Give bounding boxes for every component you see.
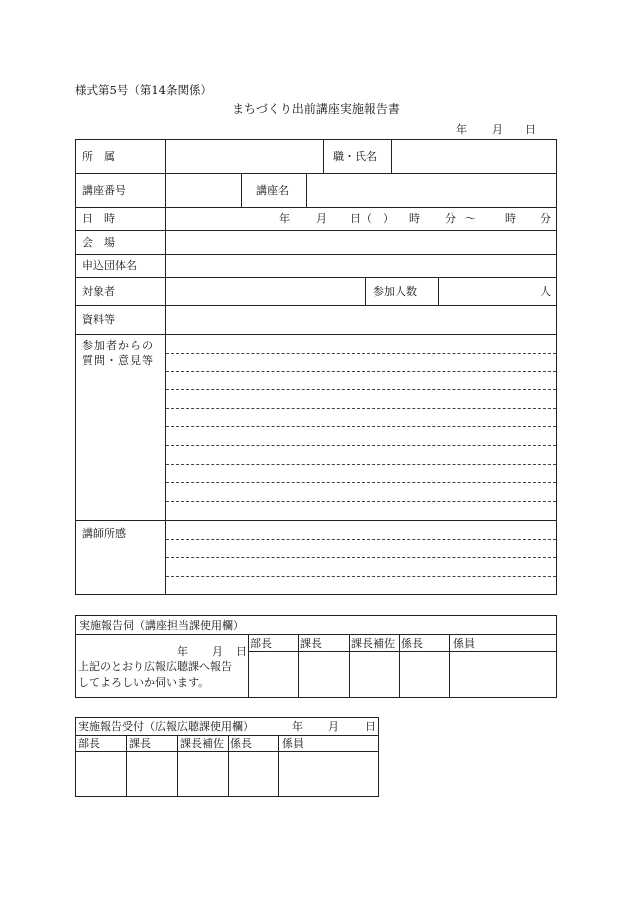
- report-inquiry-month: 月: [212, 645, 223, 658]
- applicant-group-label: 申込団体名: [82, 259, 137, 272]
- venue-label: 会 場: [82, 236, 115, 249]
- report-inquiry-message-line2: してよろしいか伺います。: [78, 676, 210, 689]
- datetime-label: 日 時: [82, 212, 115, 225]
- datetime-hour2: 時: [505, 212, 516, 225]
- instructor-impressions-label: 講師所感: [82, 527, 126, 540]
- receipt-stamp-kachohosa: 課長補佐: [180, 737, 224, 750]
- participants-field[interactable]: [439, 278, 535, 304]
- inquiry-stamp-box-kakariin[interactable]: [450, 652, 556, 697]
- report-receipt-year: 年: [292, 720, 303, 733]
- receipt-stamp-kakariin: 係員: [282, 737, 304, 750]
- inquiry-stamp-kakariin: 係員: [453, 637, 475, 650]
- report-inquiry-title: 実施報告伺（講座担当課使用欄）: [79, 619, 244, 632]
- header-date-day: 日: [525, 123, 536, 136]
- datetime-year: 年: [279, 212, 290, 225]
- inquiry-stamp-kakaricho: 係長: [401, 637, 423, 650]
- receipt-stamp-box-bucho[interactable]: [76, 752, 125, 796]
- datetime-day: 日（ ）: [350, 212, 394, 225]
- report-receipt-title: 実施報告受付（広報広聴課使用欄）: [78, 720, 254, 733]
- header-date-year: 年: [456, 123, 467, 136]
- receipt-stamp-box-kacho[interactable]: [127, 752, 176, 796]
- inquiry-stamp-bucho: 部長: [250, 637, 272, 650]
- datetime-hour1: 時: [409, 212, 420, 225]
- target-audience-field[interactable]: [166, 278, 364, 304]
- inquiry-stamp-kachohosa: 課長補佐: [351, 637, 395, 650]
- target-audience-label: 対象者: [82, 285, 115, 298]
- report-inquiry-message-line1: 上記のとおり広報広聴課へ報告: [78, 660, 232, 673]
- receipt-stamp-box-kakariin[interactable]: [279, 752, 378, 796]
- receipt-stamp-bucho: 部長: [78, 737, 100, 750]
- materials-field[interactable]: [166, 306, 556, 333]
- course-name-field[interactable]: [307, 174, 556, 206]
- course-number-label: 講座番号: [82, 184, 126, 197]
- header-date-month: 月: [492, 123, 503, 136]
- course-number-field[interactable]: [166, 174, 240, 206]
- datetime-minute1: 分: [445, 212, 456, 225]
- datetime-tilde: ～: [465, 212, 476, 225]
- receipt-stamp-kakaricho: 係長: [230, 737, 252, 750]
- datetime-minute2: 分: [540, 212, 551, 225]
- inquiry-stamp-box-kakaricho[interactable]: [400, 652, 448, 697]
- inquiry-stamp-box-bucho[interactable]: [249, 652, 297, 697]
- inquiry-stamp-box-kacho[interactable]: [299, 652, 348, 697]
- participants-label: 参加人数: [373, 285, 417, 298]
- inquiry-stamp-kacho: 課長: [300, 637, 322, 650]
- people-unit: 人: [540, 285, 551, 298]
- questions-field[interactable]: [166, 335, 556, 519]
- report-receipt-day: 日: [365, 720, 376, 733]
- course-name-label: 講座名: [256, 184, 289, 197]
- report-receipt-month: 月: [328, 720, 339, 733]
- affiliation-field[interactable]: [166, 140, 322, 172]
- position-name-field[interactable]: [392, 140, 556, 172]
- report-inquiry-year: 年: [177, 645, 188, 658]
- questions-label-line2: 質問・意見等: [82, 354, 154, 367]
- datetime-month: 月: [316, 212, 327, 225]
- position-name-label: 職・氏名: [333, 150, 377, 163]
- report-inquiry-day: 日: [236, 645, 247, 658]
- page-title: まちづくり出前講座実施報告書: [232, 102, 400, 116]
- questions-label-line1: 参加者からの: [82, 339, 154, 352]
- receipt-stamp-kacho: 課長: [129, 737, 151, 750]
- form-number: 様式第5号（第14条関係）: [75, 83, 212, 97]
- inquiry-stamp-box-kachohosa[interactable]: [350, 652, 398, 697]
- materials-label: 資料等: [82, 313, 115, 326]
- receipt-stamp-box-kakaricho[interactable]: [229, 752, 277, 796]
- receipt-stamp-box-kachohosa[interactable]: [178, 752, 227, 796]
- venue-field[interactable]: [166, 231, 556, 253]
- applicant-group-field[interactable]: [166, 255, 556, 276]
- affiliation-label: 所 属: [82, 150, 115, 163]
